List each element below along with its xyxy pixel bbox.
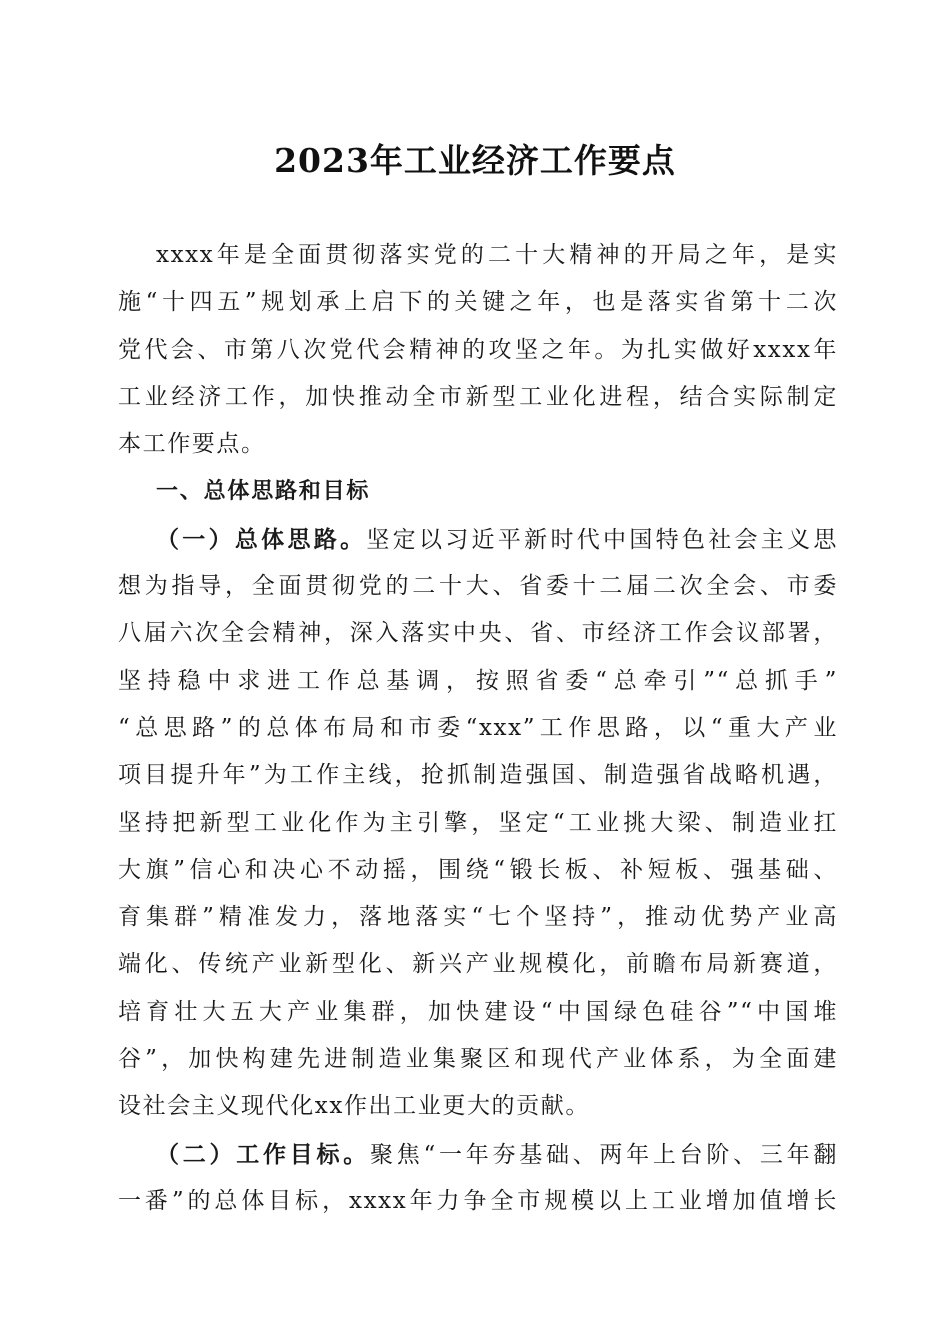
intro-line: 本工作要点。 bbox=[118, 431, 266, 458]
intro-line: 党代会、市第八次党代会精神的攻坚之年。为扎实做好xxxx年 bbox=[118, 336, 838, 363]
sub1-line: 设社会主义现代化xx作出工业更大的贡献。 bbox=[118, 1093, 590, 1120]
sub1-line: 培育壮大五大产业集群，加快建设“中国绿色硅谷”“中国堆 bbox=[118, 998, 838, 1025]
section-heading: 一、总体思路和目标 bbox=[156, 479, 371, 505]
sub1-line: 坚持稳中求进工作总基调，按照省委“总牵引”“总抓手” bbox=[118, 667, 838, 694]
sub2-first-line-text: 聚焦“一年夯基础、两年上台阶、三年翻 bbox=[369, 1141, 838, 1168]
document-body bbox=[118, 232, 838, 1225]
sub1-first-line bbox=[118, 516, 838, 563]
intro-line: xxxx年是全面贯彻落实党的二十大精神的开局之年，是实 bbox=[156, 242, 838, 268]
sub1-line: 八届六次全会精神，深入落实中央、省、市经济工作会议部署， bbox=[118, 620, 838, 647]
intro-line: 工业经济工作，加快推动全市新型工业化进程，结合实际制定 bbox=[118, 383, 838, 410]
sub1-line: “总思路”的总体布局和市委“xxx”工作思路，以“重大产业 bbox=[118, 714, 838, 741]
sub1-line: 项目提升年”为工作主线，抢抓制造强国、制造强省战略机遇， bbox=[118, 762, 838, 789]
sub1-lead: （一）总体思路。 bbox=[156, 525, 367, 553]
sub1-line: 端化、传统产业新型化、新兴产业规模化，前瞻布局新赛道， bbox=[118, 951, 838, 978]
sub1-line: 想为指导，全面贯彻党的二十大、省委十二届二次全会、市委 bbox=[118, 573, 838, 600]
document-title: 2023年工业经济工作要点 bbox=[274, 141, 676, 180]
sub2-line: 一番”的总体目标，xxxx年力争全市规模以上工业增加值增长 bbox=[118, 1187, 838, 1214]
sub1-line: 坚持把新型工业化作为主引擎，坚定“工业挑大梁、制造业扛 bbox=[118, 809, 838, 836]
sub1-line: 谷”，加快构建先进制造业集聚区和现代产业体系，为全面建 bbox=[118, 1046, 838, 1073]
intro-line: 施“十四五”规划承上启下的关键之年，也是落实省第十二次 bbox=[118, 289, 838, 316]
sub2-lead: （二）工作目标。 bbox=[156, 1140, 370, 1168]
sub2-first-line bbox=[118, 1131, 838, 1178]
sub1-line: 育集群”精准发力，落地落实“七个坚持”，推动优势产业高 bbox=[118, 904, 838, 931]
sub1-line: 大旗”信心和决心不动摇，围绕“锻长板、补短板、强基础、 bbox=[118, 856, 838, 883]
sub1-first-line-text: 坚定以习近平新时代中国特色社会主义思 bbox=[366, 526, 838, 553]
